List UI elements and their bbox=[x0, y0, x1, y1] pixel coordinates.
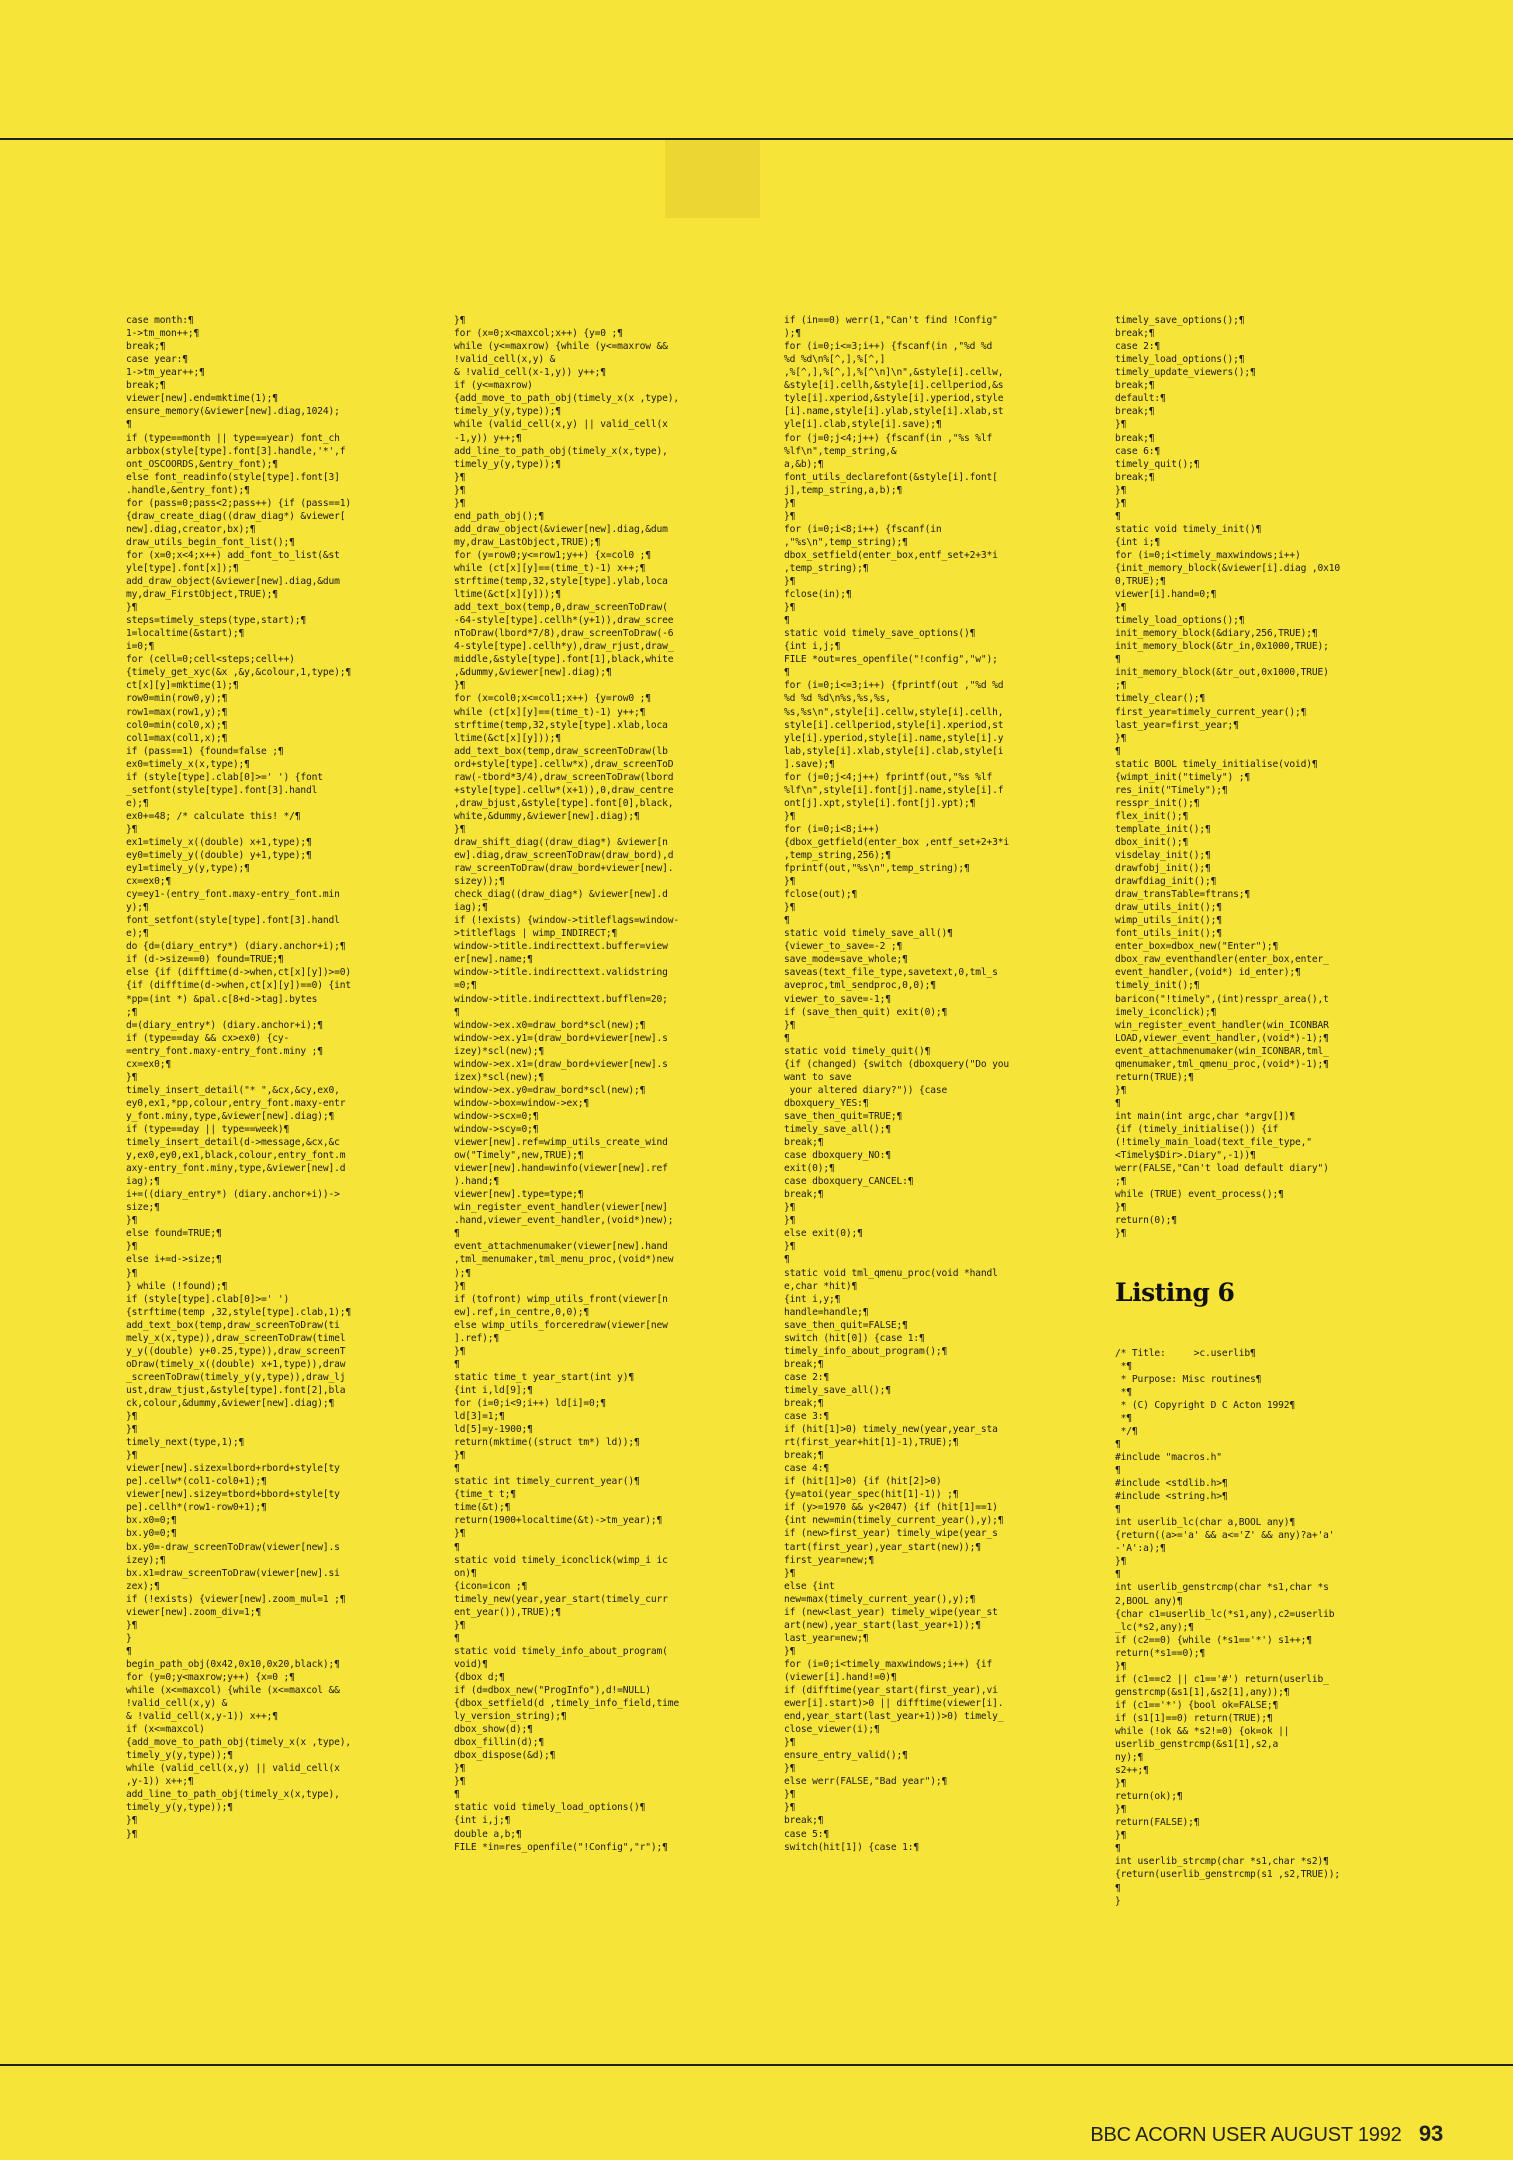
page-number: 93 bbox=[1418, 2121, 1443, 2146]
code-listing-text: case month:¶ 1->tm_mon++;¶ break;¶ case year:¶ 1->tm_year++;¶ break;¶ viewer[new].end=mktime(1);¶ ensure_memory(&viewer[new].diag,1024); ¶ if (type==month || type==year) font_ch arbbox(style[type].font[3].handle,'*',f ont_OSCOORDS,&entry_font);¶ else font_readinfo(style[type].font[3] .handle,&entry_font);¶ for (pass=0;pass<2;pass++) {if (pass==1) {draw_create_diag((draw_diag*) &viewer[ new].diag,creator,bx);¶ draw_utils_begin_font_list();¶ for (x=0;x<4;x++) add_font_to_list(&st yle[type].font[x]);¶ add_draw_object(&viewer[new].diag,&dum my,draw_FirstObject,TRUE);¶ }¶ steps=timely_steps(type,start);¶ 1=localtime(&start);¶ i=0;¶ for (cell=0;cell<steps;cell++) {timely_get_xyc(&x ,&y,&colour,1,type);¶ ct[x][y]=mktime(1);¶ row0=min(row0,y);¶ row1=max(row1,y);¶ col0=min(col0,x);¶ col1=max(col1,x);¶ if (pass==1) {found=false ;¶ ex0=timely_x(x,type);¶ if (style[type].clab[0]>=' ') {font _setfont(style[type].font[3].handl e);¶ ex0+=48; /* calculate this! */¶ }¶ ex1=timely_x((double) x+1,type);¶ ey0=timely_y((double) y+1,type);¶ ey1=timely_y(y,type);¶ cx=ex0;¶ cy=ey1-(entry_font.maxy-entry_font.min y);¶ font_setfont(style[type].font[3].handl e);¶ do {d=(diary_entry*) (diary.anchor+i);¶ if (d->size==0) found=TRUE;¶ else {if (difftime(d->when,ct[x][y])>=0) {if (difftime(d->when,ct[x][y])==0) {int *pp=(int *) &pal.c[8+d->tag].bytes ;¶ d=(diary_entry*) (diary.anchor+i);¶ if (type==day && cx>ex0) {cy- =entry_font.maxy-entry_font.miny ;¶ cx=ex0;¶ }¶ timely_insert_detail("* ",&cx,&cy,ex0, ey0,ex1,*pp,colour,entry_font.maxy-entr y_font.miny,type,&viewer[new].diag);¶ if (type==day || type==week)¶ timely_insert_detail(d->message,&cx,&c y,ex0,ey0,ex1,black,colour,entry_font.m axy-entry_font.miny,type,&viewer[new].d iag);¶ i+=((diary_entry*) (diary.anchor+i))-> size;¶ }¶ else found=TRUE;¶ }¶ else i+=d->size;¶ }¶ } while (!found);¶ if (style[type].clab[0]>=' ') {strftime(temp ,32,style[type].clab,1);¶ add_text_box(temp,draw_screenToDraw(ti mely_x(x,type)),draw_screenToDraw(timel y_y((double) y+0.25,type)),draw_screenT oDraw(timely_x((double) x+1,type)),draw _screenToDraw(timely_y(y,type)),draw_lj ust,draw_tjust,&style[type].font[2],bla ck,colour,&dummy,&viewer[new].diag);¶ }¶ }¶ timely_next(type,1);¶ }¶ viewer[new].sizex=lbord+rbord+style[ty pe].cellw*(col1-col0+1);¶ viewer[new].sizey=tbord+bbord+style[ty pe].cellh*(row1-row0+1);¶ bx.x0=0;¶ bx.y0=0;¶ bx.y0=-draw_screenToDraw(viewer[new].s izey);¶ bx.x1=draw_screenToDraw(viewer[new].si zex);¶ if (!exists) {viewer[new].zoom_mul=1 ;¶ viewer[new].zoom_div=1;¶ }¶ } ¶ begin_path_obj(0x42,0x10,0x20,black);¶ for (y=0;y<maxrow;y++) {x=0 ;¶ while (x<=maxcol) {while (x<=maxcol && !valid_cell(x,y) & & !valid_cell(x,y-1)) x++;¶ if (x<=maxcol) {add_move_to_path_obj(timely_x(x ,type), timely_y(y,type));¶ while (valid_cell(x,y) || valid_cell(x ,y-1)) x++;¶ add_line_to_path_obj(timely_x(x,type), timely_y(y,type));¶ }¶ }¶ bbox=[126, 315, 352, 1840]
code-listing-text-userlib: /* Title: >c.userlib¶ *¶ * Purpose: Misc routines¶ *¶ * (C) Copyright D C Acton 1992¶ *¶ */¶ ¶ #include "macros.h" ¶ #include <stdlib.h>¶ #include <string.h>¶ ¶ int userlib_lc(char a,BOOL any)¶ {return((a>='a' && a<='Z' && any)?a+'a' -'A':a);¶ }¶ ¶ int userlib_genstrcmp(char *s1,char *s 2,BOOL any)¶ {char c1=userlib_lc(*s1,any),c2=userlib _lc(*s2,any);¶ if (c2==0) {while (*s1=='*') s1++;¶ return(*s1==0);¶ }¶ if (c1==c2 || c1=='#') return(userlib_ genstrcmp(&s1[1],&s2[1],any));¶ if (c1=='*') {bool ok=FALSE;¶ if (s1[1]==0) return(TRUE);¶ while (!ok && *s2!=0) {ok=ok || userlib_genstrcmp(&s1[1],s2,a ny);¶ s2++;¶ }¶ return(ok);¶ }¶ return(FALSE);¶ }¶ ¶ int userlib_strcmp(char *s1,char *s2)¶ {return(userlib_genstrcmp(s1 ,s2,TRUE)); ¶ } bbox=[1115, 1347, 1341, 1907]
publication-line: BBC ACORN USER AUGUST 1992 bbox=[1090, 2124, 1402, 2146]
code-listing-text: timely_save_options();¶ break;¶ case 2:¶ timely_load_options();¶ timely_update_viewers();¶ break;¶ default:¶ break;¶ }¶ break;¶ case 6:¶ timely_quit();¶ break;¶ }¶ }¶ ¶ static void timely_init()¶ {int i;¶ for (i=0;i<timely_maxwindows;i++) {init_memory_block(&viewer[i].diag ,0x10 0,TRUE);¶ viewer[i].hand=0;¶ }¶ timely_load_options();¶ init_memory_block(&diary,256,TRUE);¶ init_memory_block(&tr_in,0x1000,TRUE); ¶ init_memory_block(&tr_out,0x1000,TRUE) ;¶ timely_clear();¶ first_year=timely_current_year();¶ last_year=first_year;¶ }¶ ¶ static BOOL timely_initialise(void)¶ {wimpt_init("timely") ;¶ res_init("Timely");¶ resspr_init();¶ flex_init();¶ template_init();¶ dbox_init();¶ visdelay_init();¶ drawfobj_init();¶ drawfdiag_init();¶ draw_transTable=ftrans;¶ draw_utils_init();¶ wimp_utils_init();¶ font_utils_init();¶ enter_box=dbox_new("Enter");¶ dbox_raw_eventhandler(enter_box,enter_ event_handler,(void*) id_enter);¶ timely_init();¶ baricon("!timely",(int)resspr_area(),t imely_iconclick);¶ win_register_event_handler(win_ICONBAR LOAD,viewer_event_handler,(void*)-1);¶ event_attachmenumaker(win_ICONBAR,tml_ qmenumaker,tml_qmenu_proc,(void*)-1);¶ return(TRUE);¶ }¶ ¶ int main(int argc,char *argv[])¶ {if (timely_initialise()) {if (!timely_main_load(text_file_type," <Timely$Dir>.Diary",-1))¶ werr(FALSE,"Can't load default diary") ;¶ while (TRUE) event_process();¶ }¶ return(0);¶ }¶ bbox=[1115, 315, 1341, 1240]
faded-show-through-mark bbox=[665, 140, 760, 218]
code-listing-text: if (in==0) werr(1,"Can't find !Config" );¶ for (i=0;i<=3;i++) {fscanf(in ,"%d %d %d %d\n%[^,],%[^,] ,%[^,],%[^,],%[^\n]\n",&style[i].cellw, &style[i].cellh,&style[i].cellperiod,&s tyle[i].xperiod,&style[i].yperiod,style [i].name,style[i].ylab,style[i].xlab,st yle[i].clab,style[i].save);¶ for (j=0;j<4;j++) {fscanf(in ,"%s %lf %lf\n",temp_string,& a,&b);¶ font_utils_declarefont(&style[i].font[ j],temp_string,a,b);¶ }¶ }¶ for (i=0;i<8;i++) {fscanf(in ,"%s\n",temp_string);¶ dbox_setfield(enter_box,entf_set+2+3*i ,temp_string);¶ }¶ fclose(in);¶ }¶ ¶ static void timely_save_options()¶ {int i,j;¶ FILE *out=res_openfile("!config","w"); ¶ for (i=0;i<=3;i++) {fprintf(out ,"%d %d %d %d %d\n%s,%s,%s, %s,%s\n",style[i].cellw,style[i].cellh, style[i].cellperiod,style[i].xperiod,st yle[i].yperiod,style[i].name,style[i].y lab,style[i].xlab,style[i].clab,style[i ].save);¶ for (j=0;j<4;j++) fprintf(out,"%s %lf %lf\n",style[i].font[j].name,style[i].f ont[j].xpt,style[i].font[j].ypt);¶ }¶ for (i=0;i<8;i++) {dbox_getfield(enter_box ,entf_set+2+3*i ,temp_string,256);¶ fprintf(out,"%s\n",temp_string);¶ }¶ fclose(out);¶ }¶ ¶ static void timely_save_all()¶ {viewer_to_save=-2 ;¶ save_mode=save_whole;¶ saveas(text_file_type,savetext,0,tml_s aveproc,tml_sendproc,0,0);¶ viewer_to_save=-1;¶ if (save_then_quit) exit(0);¶ }¶ ¶ static void timely_quit()¶ {if (changed) {switch (dboxquery("Do you want to save your altered diary?")) {case dboxquery_YES:¶ save_then_quit=TRUE;¶ timely_save_all();¶ break;¶ case dboxquery_NO:¶ exit(0);¶ case dboxquery_CANCEL:¶ break;¶ }¶ }¶ else exit(0);¶ }¶ ¶ static void tml_qmenu_proc(void *handl e,char *hit)¶ {int i,y;¶ handle=handle;¶ save_then_quit=FALSE;¶ switch (hit[0]) {case 1:¶ timely_info_about_program();¶ break;¶ case 2:¶ timely_save_all();¶ break;¶ case 3:¶ if (hit[1]>0) timely_new(year,year_sta rt(first_year+hit[1]-1),TRUE);¶ break;¶ case 4:¶ if (hit[1]>0) {if (hit[2]>0) {y=atoi(year_spec(hit[1]-1)) ;¶ if (y>=1970 && y<2047) {if (hit[1]==1) {int new=min(timely_current_year(),y);¶ if (new>first_year) timely_wipe(year_s tart(first_year),year_start(new));¶ first_year=new;¶ }¶ else {int new=max(timely_current_year(),y);¶ if (new<last_year) timely_wipe(year_st art(new),year_start(last_year+1));¶ last_year=new;¶ }¶ for (i=0;i<timely_maxwindows;i++) {if (viewer[i].hand!=0)¶ if (difftime(year_start(first_year),vi ewer[i].start)>0 || difftime(viewer[i]. end,year_start(last_year+1))>0) timely_ close_viewer(i);¶ }¶ ensure_entry_valid();¶ }¶ else werr(FALSE,"Bad year");¶ }¶ }¶ break;¶ case 5:¶ switch(hit[1]) {case 1:¶ bbox=[784, 315, 1010, 1853]
code-column-2 bbox=[454, 288, 772, 1867]
listing-heading: Listing 6 bbox=[1115, 1277, 1235, 1307]
code-column-3 bbox=[784, 288, 1102, 1867]
code-column-1 bbox=[126, 288, 444, 1854]
code-listing-text: }¶ for (x=0;x<maxcol;x++) {y=0 ;¶ while (y<=maxrow) {while (y<=maxrow && !valid_cell(x,y) & & !valid_cell(x-1,y)) y++;¶ if (y<=maxrow) {add_move_to_path_obj(timely_x(x ,type), timely_y(y,type));¶ while (valid_cell(x,y) || valid_cell(x -1,y)) y++;¶ add_line_to_path_obj(timely_x(x,type), timely_y(y,type));¶ }¶ }¶ }¶ end_path_obj();¶ add_draw_object(&viewer[new].diag,&dum my,draw_LastObject,TRUE);¶ for (y=row0;y<=row1;y++) {x=col0 ;¶ while (ct[x][y]==(time_t)-1) x++;¶ strftime(temp,32,style[type].ylab,loca ltime(&ct[x][y]));¶ add_text_box(temp,0,draw_screenToDraw( -64-style[type].cellh*(y+1)),draw_scree nToDraw(lbord*7/8),draw_screenToDraw(-6 4-style[type].cellh*y),draw_rjust,draw_ middle,&style[type].font[1],black,white ,&dummy,&viewer[new].diag);¶ }¶ for (x=col0;x<=col1;x++) {y=row0 ;¶ while (ct[x][y]==(time_t)-1) y++;¶ strftime(temp,32,style[type].xlab,loca ltime(&ct[x][y]));¶ add_text_box(temp,draw_screenToDraw(lb ord+style[type].cellw*x),draw_screenToD raw(-tbord*3/4),draw_screenToDraw(lbord +style[type].cellw*(x+1)),0,draw_centre ,draw_bjust,&style[type].font[0],black, white,&dummy,&viewer[new].diag);¶ }¶ draw_shift_diag((draw_diag*) &viewer[n ew].diag,draw_screenToDraw(draw_bord),d raw_screenToDraw(draw_bord+viewer[new]. sizey));¶ check_diag((draw_diag*) &viewer[new].d iag);¶ if (!exists) {window->titleflags=window- >titleflags | wimp_INDIRECT;¶ window->title.indirecttext.buffer=view er[new].name;¶ window->title.indirecttext.validstring =0;¶ window->title.indirecttext.bufflen=20; ¶ window->ex.x0=draw_bord*scl(new);¶ window->ex.y1=(draw_bord+viewer[new].s izey)*scl(new);¶ window->ex.x1=(draw_bord+viewer[new].s izex)*scl(new);¶ window->ex.y0=draw_bord*scl(new);¶ window->box=window->ex;¶ window->scx=0;¶ window->scy=0;¶ viewer[new].ref=wimp_utils_create_wind ow("Timely",new,TRUE);¶ viewer[new].hand=winfo(viewer[new].ref ).hand;¶ viewer[new].type=type;¶ win_register_event_handler(viewer[new] .hand,viewer_event_handler,(void*)new); ¶ event_attachmenumaker(viewer[new].hand ,tml_menumaker,tml_menu_proc,(void*)new );¶ }¶ if (tofront) wimp_utils_front(viewer[n ew].ref,in_centre,0,0);¶ else wimp_utils_forceredraw(viewer[new ].ref);¶ }¶ ¶ static time_t year_start(int y)¶ {int i,ld[9];¶ for (i=0;i<9;i++) ld[i]=0;¶ ld[3]=1;¶ ld[5]=y-1900;¶ return(mktime((struct tm*) ld));¶ }¶ ¶ static int timely_current_year()¶ {time_t t;¶ time(&t);¶ return(1900+localtime(&t)->tm_year);¶ }¶ ¶ static void timely_iconclick(wimp_i ic on)¶ {icon=icon ;¶ timely_new(year,year_start(timely_curr ent_year()),TRUE);¶ }¶ ¶ static void timely_info_about_program( void)¶ {dbox d;¶ if (d=dbox_new("ProgInfo"),d!=NULL) {dbox_setfield(d ,timely_info_field,time ly_version_string);¶ dbox_show(d);¶ dbox_fillin(d);¶ dbox_dispose(&d);¶ }¶ }¶ ¶ static void timely_load_options()¶ {int i,j;¶ double a,b;¶ FILE *in=res_openfile("!Config","r");¶ bbox=[454, 315, 680, 1853]
code-column-4 bbox=[1115, 288, 1433, 1921]
bottom-rule bbox=[0, 2064, 1513, 2066]
page-footer bbox=[1090, 2121, 1443, 2147]
